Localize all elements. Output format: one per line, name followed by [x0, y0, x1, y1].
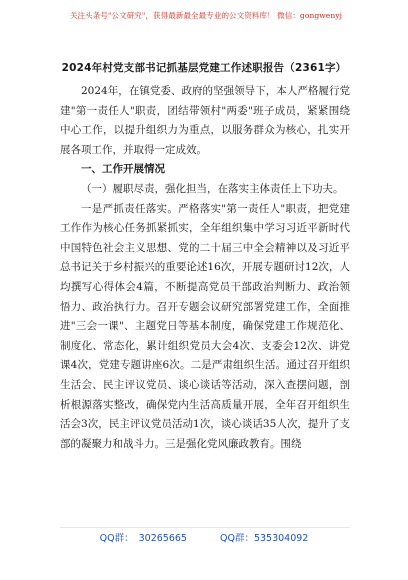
section-heading-1: 一、工作开展情况: [81, 163, 165, 176]
footer-qq-group-1: QQ群： 30265665: [99, 533, 187, 544]
footer: [0, 530, 408, 544]
document-body: [60, 82, 350, 454]
footer-divider: [60, 527, 350, 528]
footer-qq-group-2: QQ群：535304092: [220, 533, 309, 544]
top-banner: 关注头条号"公文研究"，获得最新最全最专业的公文资料库！ 微信：gongwenyj: [69, 11, 343, 20]
document-title: 2024年村党支部书记抓基层党建工作述职报告（2361字）: [61, 62, 347, 74]
body-paragraph-2: 一是严抓责任落实。严格落实"第一责任人"职责，把党建工作作为核心任务抓紧抓实，全年组织集中学习习近平新时代中国特色社会主义思想、党的二十届三中全会精神以及习近平总书记关于乡村振兴的重要论述16次，开展专题研讨12次，人均撰写心得体会4篇，不断提高党员干部政治判断力、政治领悟力、政治执行力。召开专题会议研究部署党建工作，全面推进"三会一课"、主题党日等基本制度，确保党建工作规范化、制度化、常态化，累计组织党员大会4次、支委会12次、讲党课4次，党建专题讲座6次。二是严肃组织生活。通过召开组织生活会、民主评议党员、谈心谈话等活动，深入查摆问题，剖析根源落实整改，确保党内生活高质量开展，全年召开组织生活会3次，民主评议党员活动1次，谈心谈话35人次，提升了支部的凝聚力和战斗力。三是强化党风廉政教育。围绕: [60, 202, 350, 450]
intro-paragraph: 2024年，在镇党委、政府的坚强领导下，本人严格履行党建"第一责任人"职责，团结带领村"两委"班子成员，紧紧围绕中心工作，以提升组织力为重点，以服务群众为核心，扎实开展各项工作，并取得一定成效。: [60, 85, 350, 156]
subsection-heading-1: （一）履职尽责，强化担当，在落实主体责任上下功夫。: [81, 182, 344, 195]
